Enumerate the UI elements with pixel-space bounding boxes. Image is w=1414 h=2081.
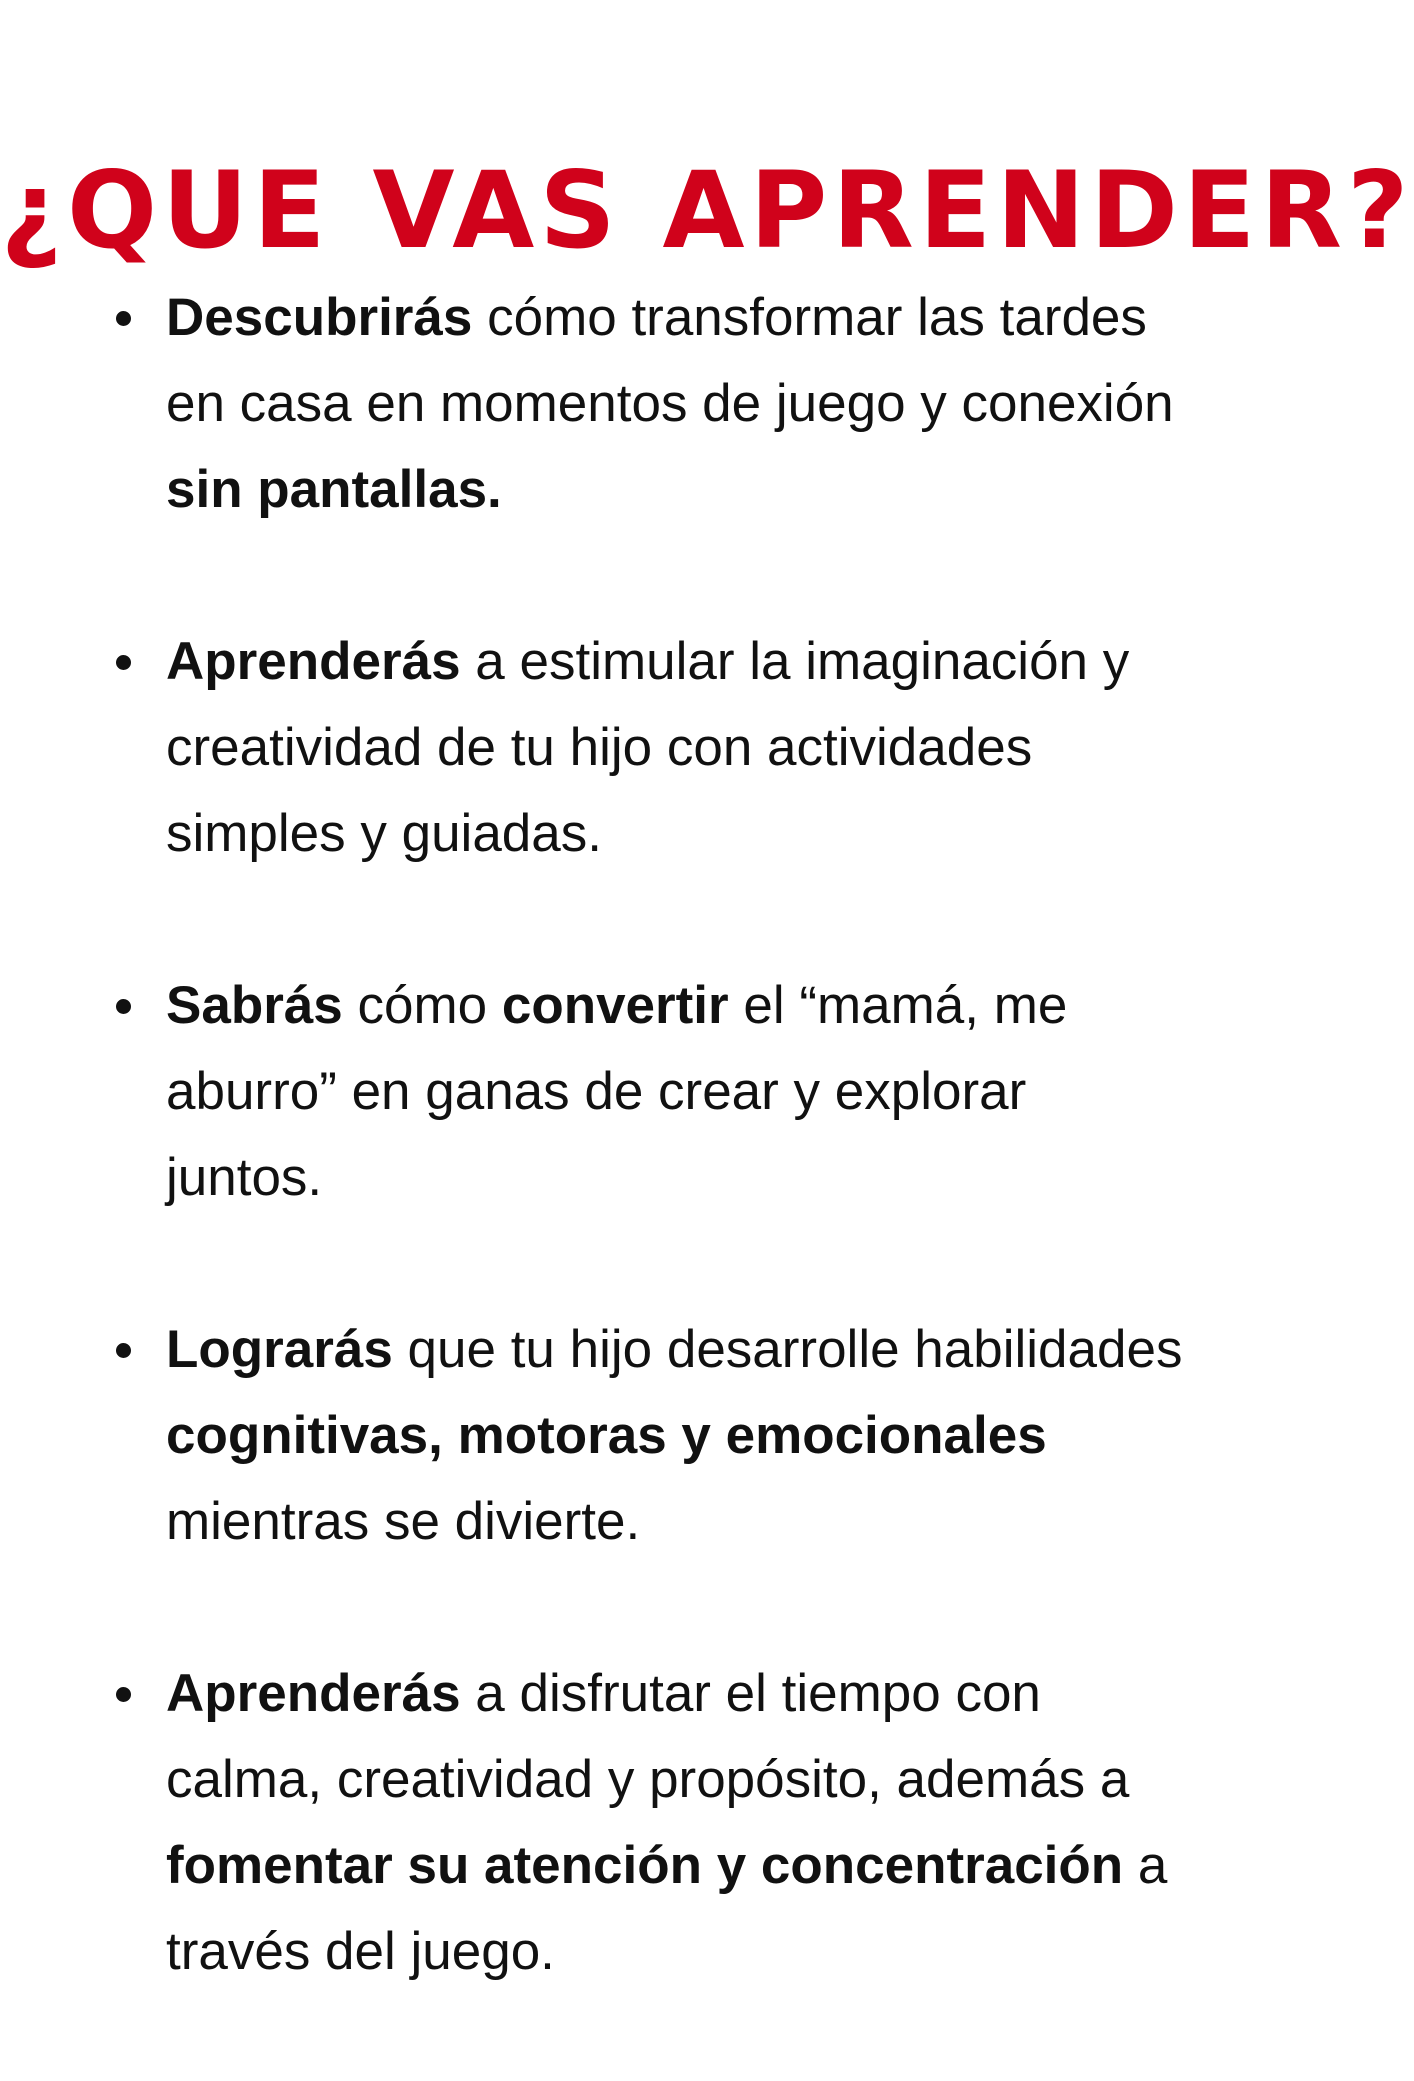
bullet-icon [116,1687,131,1702]
list-item-line [166,1651,1354,1737]
text-segment: cómo transformar las tardes [472,288,1147,347]
bold-text: Lograrás [166,1320,393,1379]
list-item-line [166,963,1354,1049]
list-item [0,275,1414,533]
list-item-line [166,705,1354,791]
bullet-icon [116,311,131,326]
list-item [0,1651,1414,1995]
bold-text: Aprenderás [166,1664,461,1723]
text-segment: a disfrutar el tiempo con [460,1664,1041,1723]
bullet-icon [116,999,131,1014]
bullet-icon [116,655,131,670]
bold-text: Aprenderás [166,632,461,691]
list-item-line [166,361,1354,447]
bold-text: fomentar su atención y concentración [166,1836,1124,1895]
benefits-list [0,275,1414,2081]
text-segment: cómo [342,976,502,1035]
list-item-line [166,1909,1354,1995]
bold-text: convertir [501,976,729,1035]
list-item [0,963,1414,1221]
list-item-line [166,1737,1354,1823]
list-item-line [166,275,1354,361]
bold-text: cognitivas, motoras y emocionales [166,1406,1047,1465]
bold-text: Descubrirás [166,288,473,347]
list-item-line [166,619,1354,705]
bullet-icon [116,1343,131,1358]
text-segment: a estimular la imaginación y [460,632,1130,691]
text-segment: través del juego. [166,1922,555,1981]
list-item [0,619,1414,877]
list-item-line [166,791,1354,877]
list-item-line [166,447,1354,533]
text-segment: el “mamá, me [728,976,1068,1035]
page-title: ¿QUE VAS APRENDER? [0,149,1414,273]
text-segment: a [1123,1836,1168,1895]
bold-text: Sabrás [166,976,343,1035]
list-item-line [166,1135,1354,1221]
list-item-line [166,1307,1354,1393]
text-segment: que tu hijo desarrolle habilidades [392,1320,1183,1379]
list-item-line [166,1479,1354,1565]
text-segment: juntos. [166,1148,323,1207]
list-item-line [166,1049,1354,1135]
text-segment: en casa en momentos de juego y conexión [166,374,1174,433]
text-segment: mientras se divierte. [166,1492,641,1551]
text-segment: calma, creatividad y propósito, además a [166,1750,1130,1809]
text-segment: aburro” en ganas de crear y explorar [166,1062,1027,1121]
text-segment: simples y guiadas. [166,804,602,863]
list-item-line [166,1393,1354,1479]
text-segment: creatividad de tu hijo con actividades [166,718,1033,777]
bold-text: sin pantallas. [166,460,502,519]
list-item-line [166,1823,1354,1909]
list-item [0,1307,1414,1565]
